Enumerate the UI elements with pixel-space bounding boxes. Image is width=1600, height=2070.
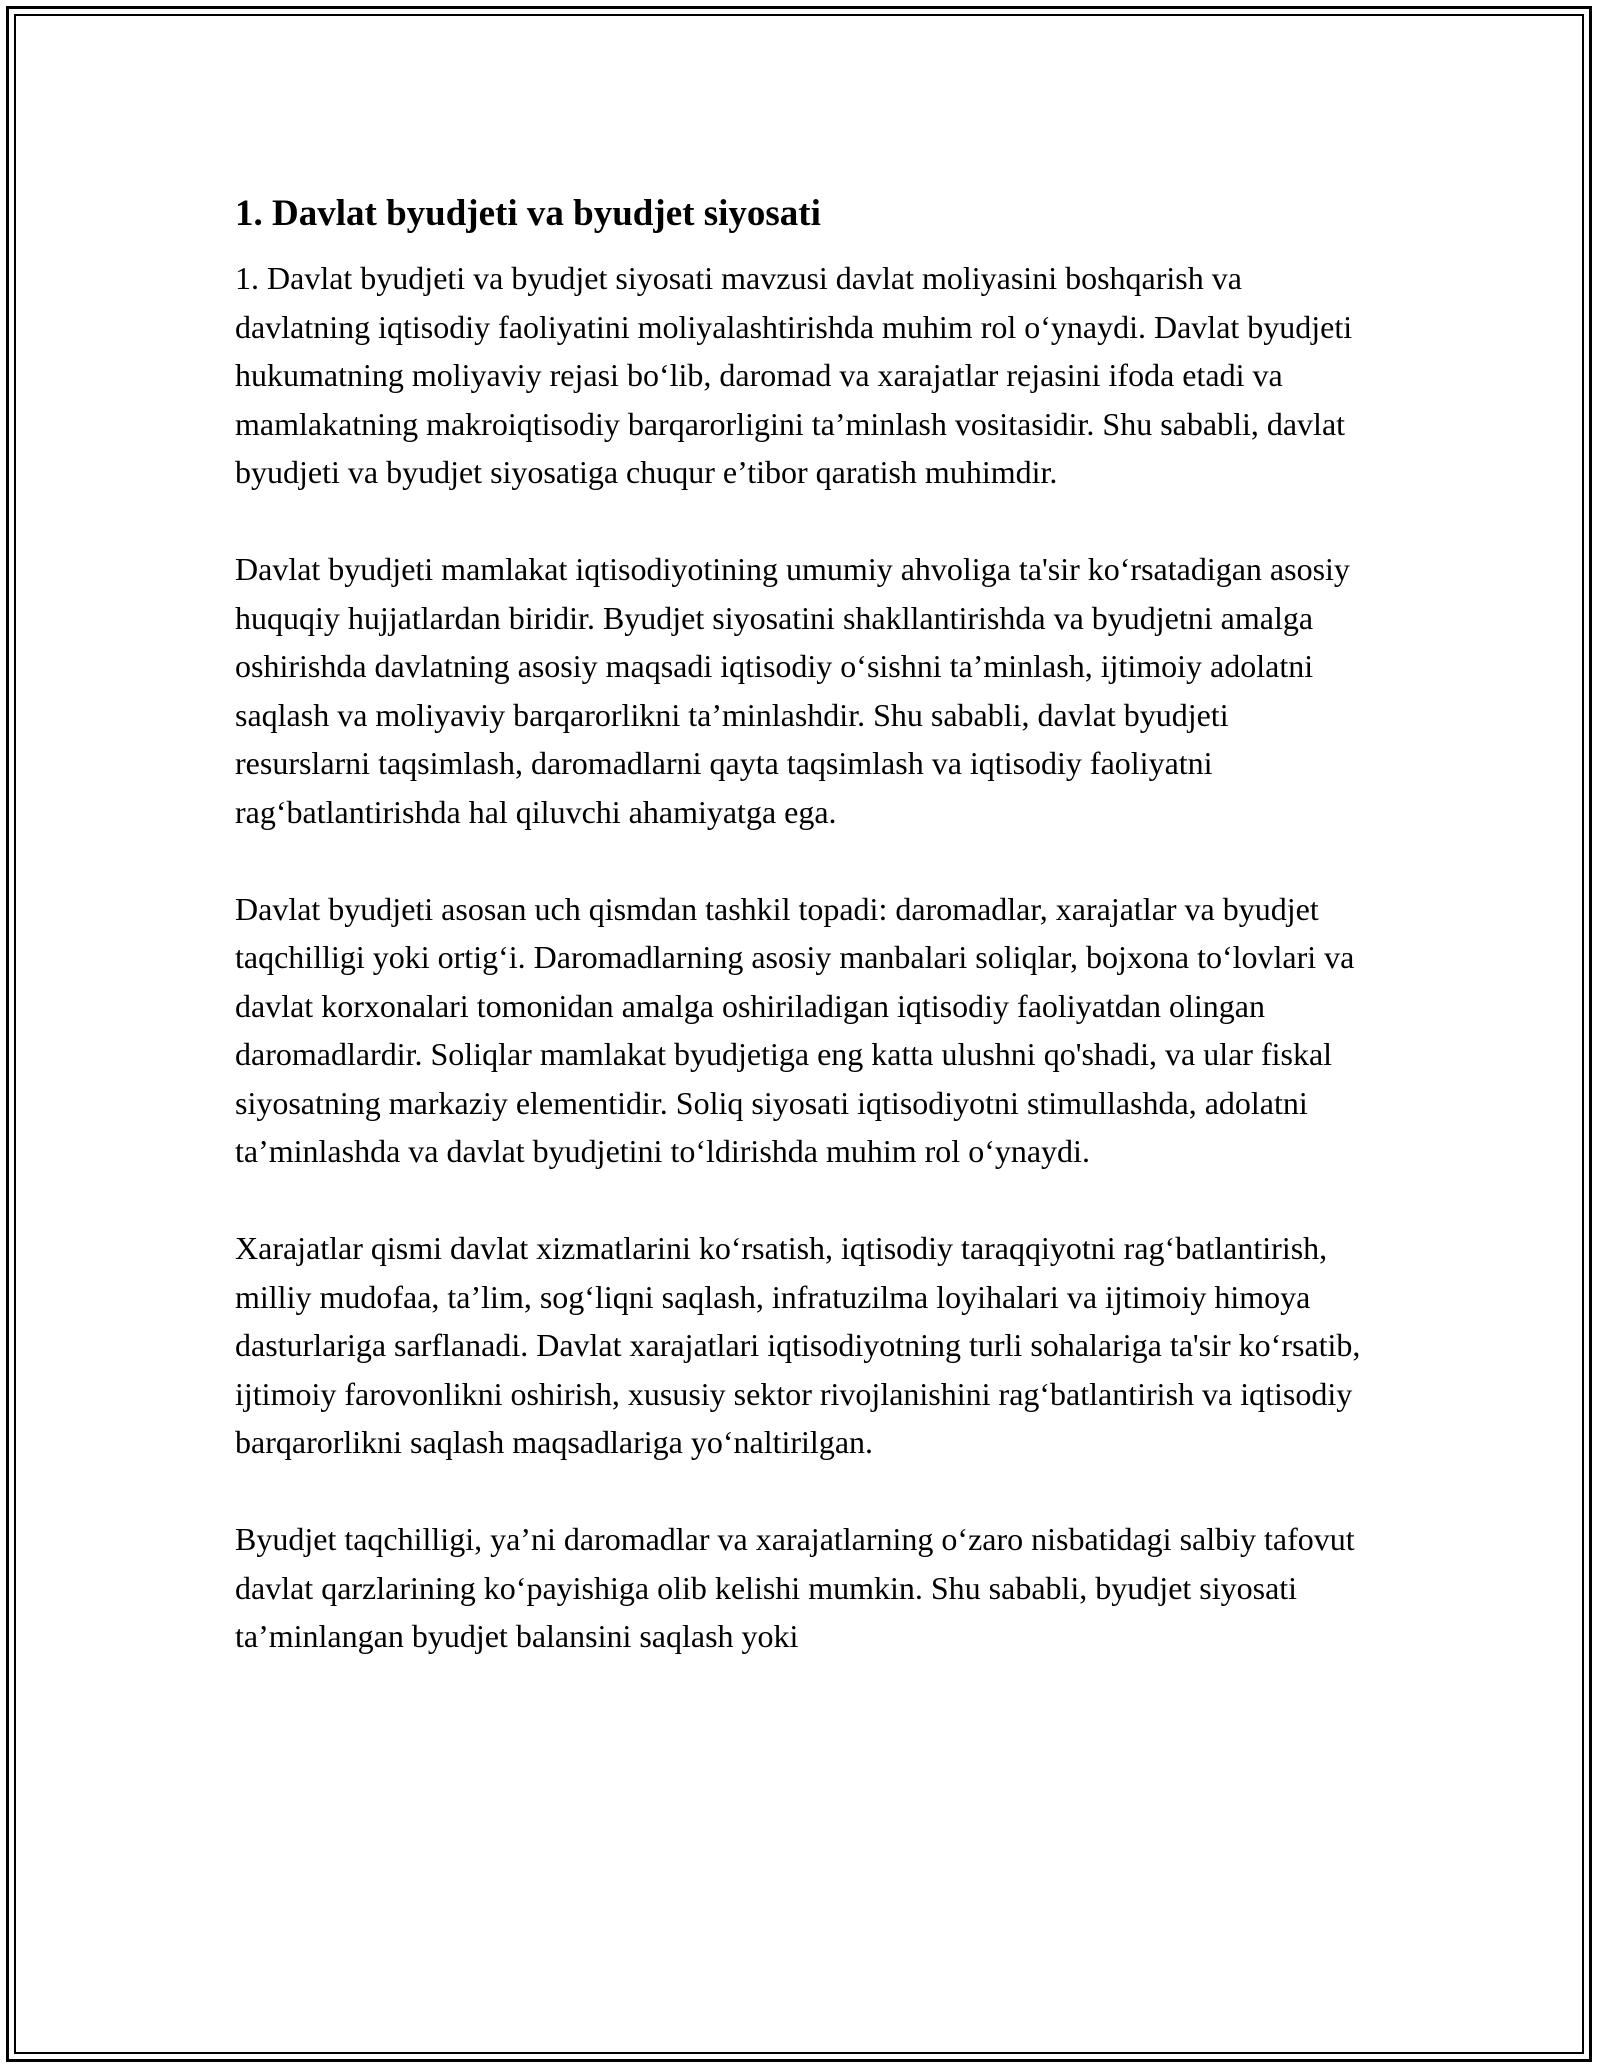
paragraph-budget-parts: Davlat byudjeti asosan uch qismdan tashkil topadi: daromadlar, xarajatlar va byudjet taqchilligi yoki ortig‘i. Daromadlarning asosiy manbalari soliqlar, bojxona to‘lovlari va davlat korxonalari tomonidan amalga oshiriladigan iqtisodiy faoliyatdan olingan daromadlardir. Soliqlar mamlakat byudjetiga eng katta ulushni qo'shadi, va ular fiskal siyosatning markaziy elementidir. Soliq siyosati iqtisodiyotni stimullashda, adolatni ta’minlashda va davlat byudjetini to‘ldirishda muhim rol o‘ynaydi. xyxy=(235,890,1355,1169)
paragraph-budget-role: Davlat byudjeti mamlakat iqtisodiyotining umumiy ahvoliga ta'sir ko‘rsatadigan asosiy huquqiy hujjatlardan biridir. Byudjet siyosatini shakllantirishda va byudjetni amalga oshirishda davlatning asosiy maqsadi iqtisodiy o‘sishni ta’minlash, ijtimoiy adolatni saqlash va moliyaviy barqarorlikni ta’minlashdir. Shu sababli, davlat byudjeti resurslarni taqsimlash, daromadlarni qayta taqsimlash va iqtisodiy faoliyatni rag‘batlantirishda hal qiluvchi ahamiyatga ega. xyxy=(235,551,1350,830)
paragraph-intro: 1. Davlat byudjeti va byudjet siyosati mavzusi davlat moliyasini boshqarish va davlatning iqtisodiy faoliyatini moliyalashtirishda muhim rol o‘ynaydi. Davlat byudjeti hukumatning moliyaviy rejasi bo‘lib, daromad va xarajatlar rejasini ifoda etadi va mamlakatning makroiqtisodiy barqarorligini ta’minlash vositasidir. Shu sababli, davlat byudjeti va byudjet siyosatiga chuqur e’tibor qaratish muhimdir. xyxy=(235,260,1353,490)
document-body xyxy=(235,188,1365,1709)
paragraph-deficit: Byudjet taqchilligi, ya’ni daromadlar va xarajatlarning o‘zaro nisbatidagi salbiy tafovut davlat qarzlarining ko‘payishiga olib kelishi mumkin. Shu sababli, byudjet siyosati ta’minlangan byudjet balansini saqlash yoki xyxy=(235,1521,1355,1654)
paragraph-expenditures: Xarajatlar qismi davlat xizmatlarini ko‘rsatish, iqtisodiy taraqqiyotni rag‘batlantirish, milliy mudofaa, ta’lim, sog‘liqni saqlash, infratuzilma loyihalari va ijtimoiy himoya dasturlariga sarflanadi. Davlat xarajatlari iqtisodiyotning turli sohalariga ta'sir ko‘rsatib, ijtimoiy farovonlikni oshirish, xususiy sektor rivojlanishini rag‘batlantirish va iqtisodiy barqarorlikni saqlash maqsadlariga yo‘naltirilgan. xyxy=(235,1230,1361,1460)
section-heading: 1. Davlat byudjeti va byudjet siyosati xyxy=(235,193,821,234)
